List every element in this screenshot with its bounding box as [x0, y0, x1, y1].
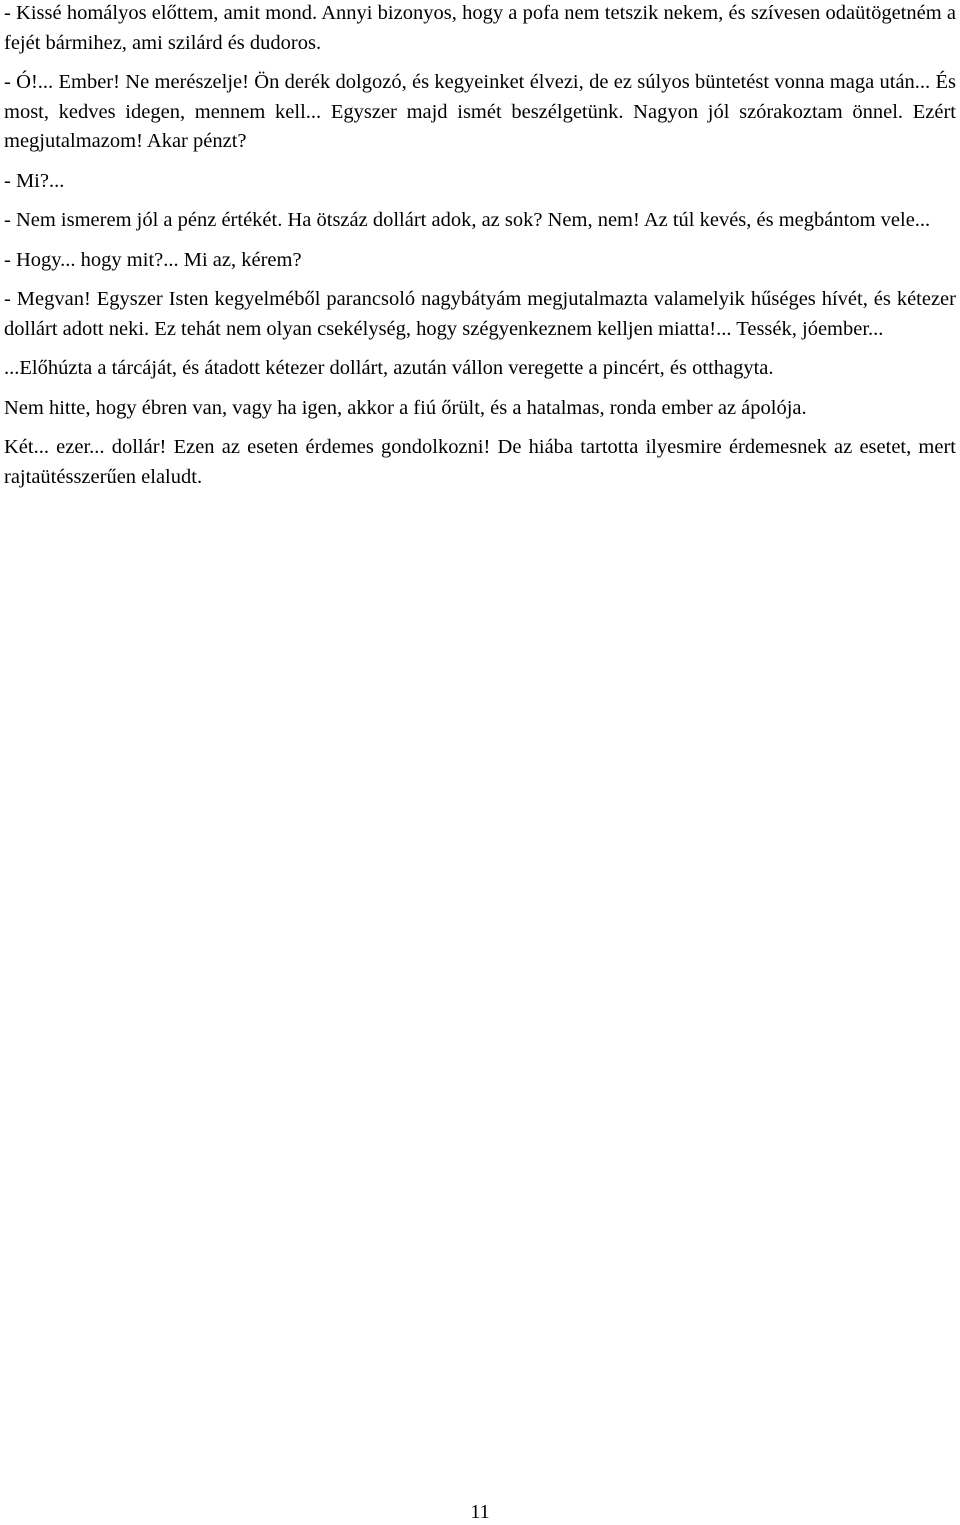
- paragraph: - Nem ismerem jól a pénz értékét. Ha ötszáz dollárt adok, az sok? Nem, nem! Az túl kevés, és megbántom vele...: [4, 209, 931, 231]
- paragraph: ...Előhúzta a tárcáját, és átadott kétezer dollárt, azután vállon veregette a pincért, és otthagyta.: [4, 357, 774, 379]
- paragraph: - Mi?...: [4, 169, 65, 192]
- paragraph: - Kissé homályos előttem, amit mond. Annyi bizonyos, hogy a pofa nem tetszik nekem, és szívesen odaütögetném a fejét bármihez, ami szilárd és dudoros.: [4, 2, 956, 54]
- paragraph: Nem hitte, hogy ébren van, vagy ha igen, akkor a fiú őrült, és a hatalmas, ronda ember az ápolója.: [4, 396, 807, 419]
- page-number: 11: [470, 1501, 490, 1523]
- paragraph: - Megvan! Egyszer Isten kegyelméből parancsoló nagybátyám megjutalmazta valamelyik hűséges hívét, és kétezer dollárt adott neki. Ez tehát nem olyan csekélység, hogy szégyenkeznem kelljen miatta!... Tessék, jóember...: [4, 288, 956, 340]
- paragraph: - Hogy... hogy mit?... Mi az, kérem?: [4, 248, 302, 271]
- paragraph: Két... ezer... dollár! Ezen az eseten érdemes gondolkozni! De hiába tartotta ilyesmire érdemesnek az esetet, mert rajtaütésszerűen elaludt.: [4, 436, 956, 488]
- paragraph: - Ó!... Ember! Ne merészelje! Ön derék dolgozó, és kegyeinket élvezi, de ez súlyos büntetést vonna maga után... És most, kedves idegen, mennem kell... Egyszer majd ismét beszélgetünk. Nagyon jól szórakoztam önnel. Ezért megjutalmazom! Akar pénzt?: [4, 71, 956, 152]
- document-body: [4, 0, 956, 502]
